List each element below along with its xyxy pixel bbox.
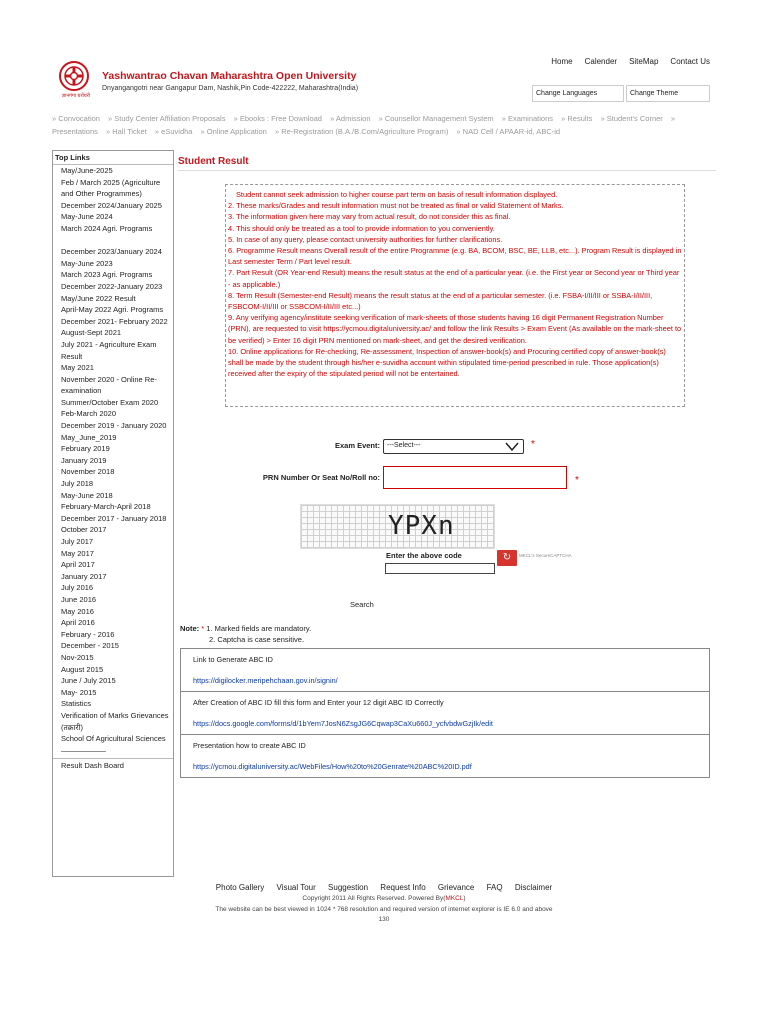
- sidebar-item[interactable]: Feb / March 2025 (Agriculture and Other Programmes): [61, 177, 161, 199]
- nav-admission[interactable]: » Admission: [330, 114, 371, 123]
- sidebar-item[interactable]: October 2017: [61, 525, 107, 535]
- sidebar-item[interactable]: June 2016: [61, 594, 97, 604]
- nav-presentations[interactable]: » Presentations: [52, 114, 676, 136]
- university-address: Dnyangangotri near Gangapur Dam, Nashik,Pin Code-422222, Maharashtra(India): [102, 85, 359, 92]
- copyright: [0, 895, 768, 902]
- nav-re-registration[interactable]: » Re-Registration (B.A./B.Com/Agriculture Program): [274, 126, 449, 136]
- footer-suggestion[interactable]: Suggestion: [328, 883, 369, 892]
- required-marker: *: [531, 439, 535, 450]
- sidebar-item[interactable]: November 2018: [61, 467, 115, 477]
- captcha-input[interactable]: [385, 563, 495, 574]
- sidebar-item[interactable]: March 2024 Agri. Programs: [61, 223, 153, 233]
- footer-photo-gallery[interactable]: Photo Gallery: [215, 883, 265, 892]
- change-languages-select[interactable]: Change Languages: [532, 85, 624, 102]
- nav-nad-cell[interactable]: » NAD Cell / APAAR-id, ABC-id: [456, 126, 561, 136]
- sidebar-item[interactable]: May/June-2025: [61, 166, 113, 175]
- mkcl-captcha-note: MKCL's SecureCAPTCHA: [519, 553, 572, 558]
- nav-ebooks[interactable]: » Ebooks : Free Download: [233, 114, 322, 123]
- sidebar-item[interactable]: August-Sept 2021: [61, 328, 122, 338]
- abc-link[interactable]: https://digilocker.meripehchaan.gov.in/signin/: [193, 676, 338, 685]
- page-title: Student Result: [178, 156, 249, 167]
- university-logo-icon[interactable]: [58, 60, 90, 92]
- note-line-1: 1. Marked fields are mandatory.: [206, 624, 312, 633]
- abc-link[interactable]: https://ycmou.digitaluniversity.ac/WebFiles/How%20to%20Genrate%20ABC%20ID.pdf: [193, 762, 472, 771]
- required-marker: *: [575, 475, 579, 486]
- abc-row: [181, 649, 709, 691]
- nav-study-center[interactable]: » Study Center Affiliation Proposals: [108, 114, 226, 123]
- top-links: [551, 57, 710, 66]
- exam-event-label: Exam Event:: [334, 441, 380, 450]
- sidebar-item[interactable]: February - 2016: [61, 629, 115, 639]
- sidebar-item[interactable]: January 2019: [61, 455, 107, 465]
- sitemap-link[interactable]: SiteMap: [629, 57, 659, 66]
- sidebar-item[interactable]: April-May 2022 Agri. Programs: [61, 305, 164, 315]
- captcha-label: Enter the above code: [386, 551, 462, 560]
- note-star: *: [201, 624, 205, 633]
- sidebar-item[interactable]: April 2016: [61, 618, 95, 628]
- sidebar-item[interactable]: July 2017: [61, 537, 94, 546]
- nav-counsellor[interactable]: » Counsellor Management System: [378, 114, 494, 123]
- footer-faq[interactable]: FAQ: [486, 883, 503, 892]
- sidebar-item[interactable]: December 2021- February 2022: [61, 316, 168, 326]
- footer-request-info[interactable]: Request Info: [380, 883, 426, 892]
- sidebar-spacer: [53, 235, 173, 247]
- footer-disclaimer[interactable]: Disclaimer: [514, 883, 553, 892]
- sidebar-item[interactable]: Nov-2015: [61, 652, 94, 662]
- contact-us-link[interactable]: Contact Us: [670, 57, 710, 66]
- sidebar-item[interactable]: Summer/October Exam 2020: [61, 397, 159, 407]
- sidebar-item[interactable]: May-June 2018: [61, 490, 113, 500]
- abc-row: [181, 734, 709, 777]
- notice-item: Student cannot seek admission to higher course part term on basis of result information displayed.: [236, 190, 558, 199]
- abc-id-table: [180, 648, 710, 778]
- header-selectors: [532, 85, 710, 102]
- sidebar-item[interactable]: December 2019 - January 2020: [61, 421, 167, 431]
- notice-item: 6. Programme Result means Overall result of the entire Programme (e.g. BA, BCOM, BSC, BE, LLB, etc...). Program Result is displayed in Last semester Term / Part level result.: [228, 246, 682, 267]
- note-label: Note:: [180, 624, 200, 633]
- home-link[interactable]: Home: [551, 57, 573, 66]
- exam-event-select[interactable]: [383, 439, 524, 454]
- notice-item: 8. Term Result (Semester-end Result) means the result status at the end of a particular semester. (i.e. FSBA-I/II/III or SSBA-I/II/III, FSBCOM-I/II/III or SSBCOM-I/II/III etc...): [228, 290, 653, 312]
- sidebar-item[interactable]: May 2021: [61, 363, 94, 373]
- sidebar-item[interactable]: December 2022-January 2023: [61, 281, 163, 291]
- search-button[interactable]: Search: [350, 600, 374, 609]
- copyright-suffix: ): [463, 895, 466, 902]
- sidebar-item[interactable]: May/June 2022 Result: [61, 293, 136, 303]
- result-disclaimer-box: [225, 184, 685, 407]
- sidebar-item-result-dash-board[interactable]: Result Dash Board: [53, 758, 173, 772]
- sidebar-item[interactable]: December 2023/January 2024: [61, 247, 162, 257]
- sidebar-item[interactable]: July 2016: [61, 583, 94, 593]
- copyright-prefix: Copyright 2011 All Rights Reserved. Powered By(: [302, 895, 446, 902]
- nav-results[interactable]: » Results: [561, 114, 593, 123]
- mkcl-link[interactable]: MKCL: [445, 895, 464, 902]
- abc-caption: Link to Generate ABC ID: [193, 655, 273, 664]
- sidebar-item[interactable]: December - 2015: [61, 641, 119, 651]
- logo-tagline: ज्ञानगंगा घरोघरी: [61, 93, 91, 99]
- abc-caption: Presentation how to create ABC ID: [193, 741, 306, 750]
- title-divider: [178, 170, 716, 171]
- nav-convocation[interactable]: » Convocation: [52, 114, 100, 123]
- sidebar-item[interactable]: April 2017: [61, 560, 95, 570]
- notice-item: 7. Part Result (OR Year-end Result) means the result status at the end of a particular year. (i.e. the First year or Second year or Third year - as applicable.): [228, 268, 680, 289]
- browser-note: The website can be best viewed in 1024 * 768 resolution and required version of internet explorer is IE 6.0 and above: [215, 906, 553, 913]
- sidebar-item[interactable]: March 2023 Agri. Programs: [61, 270, 153, 280]
- main-nav: [52, 113, 716, 138]
- sidebar-item[interactable]: May-June 2023: [61, 258, 113, 268]
- exam-event-value: ---Select---: [387, 442, 421, 449]
- sidebar-item[interactable]: May- 2015: [61, 687, 97, 697]
- notice-item: 9. Any verifying agency/institute seeking verification of mark-sheets of those students having 16 digit Permanent Registration Number (PRN), are requested to visit https://ycmou.digitaluniversity.ac/ and follow the link Results > Exam Event (As available on the mark-sheet to be verified) > Enter 16 digit PRN mentioned on mark-sheet, and get the desired verification.: [228, 313, 682, 345]
- sidebar-item[interactable]: February 2019: [61, 444, 110, 454]
- calender-link[interactable]: Calender: [584, 57, 618, 66]
- sidebar-item[interactable]: School Of Agricultural Sciences: [61, 734, 166, 744]
- sidebar-item[interactable]: July 2021 - Agriculture Exam Result: [61, 339, 157, 361]
- captcha-text: YPXn: [388, 511, 455, 541]
- footer-visual-tour[interactable]: Visual Tour: [276, 883, 316, 892]
- sidebar-item[interactable]: February-March-April 2018: [61, 502, 151, 512]
- nav-online-application[interactable]: » Online Application: [200, 126, 267, 136]
- sidebar-heading: Top Links: [53, 151, 173, 165]
- captcha-image: [300, 504, 495, 549]
- sidebar-item[interactable]: May 2017: [61, 548, 94, 558]
- note-line-2: 2. Captcha is case sensitive.: [209, 635, 305, 644]
- chevron-down-icon: [505, 441, 519, 452]
- change-theme-select[interactable]: Change Theme: [626, 85, 710, 102]
- sidebar-item[interactable]: January 2017: [61, 571, 107, 581]
- nav-students-corner[interactable]: » Student's Corner: [600, 114, 663, 123]
- sidebar: [52, 150, 174, 877]
- nav-hall-ticket[interactable]: » Hall Ticket: [105, 126, 147, 136]
- nav-esuvidha[interactable]: » eSuvidha: [154, 126, 193, 136]
- sidebar-item[interactable]: December 2024/January 2025: [61, 200, 162, 210]
- sidebar-item[interactable]: August 2015: [61, 664, 104, 674]
- sidebar-item[interactable]: December 2017 - January 2018: [61, 513, 167, 523]
- abc-caption: After Creation of ABC ID fill this form and Enter your 12 digit ABC ID Correctly: [193, 698, 444, 707]
- sidebar-item[interactable]: May 2016: [61, 606, 94, 616]
- footer-grievance[interactable]: Grievance: [437, 883, 475, 892]
- sidebar-item[interactable]: Statistics: [61, 699, 92, 709]
- sidebar-item[interactable]: July 2018: [61, 479, 94, 489]
- sidebar-item[interactable]: May_June_2019: [61, 432, 117, 442]
- notice-item: 4. This should only be treated as a tool to provide information to you conveniently.: [228, 223, 495, 233]
- notice-item: 3. The information given here may vary from actual result, do not consider this as final.: [228, 212, 511, 222]
- university-name[interactable]: Yashwantrao Chavan Maharashtra Open University: [102, 70, 357, 82]
- visitor-counter: 130: [378, 916, 390, 923]
- sidebar-item[interactable]: June / July 2015: [61, 676, 116, 686]
- prn-label: PRN Number Or Seat No/Roll no:: [262, 473, 380, 482]
- footer-links: [0, 883, 768, 892]
- sidebar-separator: ——————: [61, 745, 106, 755]
- abc-link[interactable]: https://docs.google.com/forms/d/1bYem7JosN6ZsgJG6Cqwap3CaXu660J_ycfvbdwGzjIk/edit: [193, 719, 493, 728]
- notice-item: 5. In case of any query, please contact university authorities for further clarifications.: [228, 234, 503, 244]
- nav-examinations[interactable]: » Examinations: [501, 114, 554, 123]
- sidebar-item[interactable]: November 2020 - Online Re-examination: [61, 374, 157, 396]
- form-note: [180, 623, 311, 645]
- notice-item: 10. Online applications for Re-checking, Re-assessment, Inspection of answer-book(s) and Procuring certified copy of answer-book(s) shall be made by the student through his/her e-suvidha account within stipulated time-period prescribed in rule. Those application(s) received after the expiry of the stipulated period will not be entertained.: [228, 346, 666, 379]
- prn-input[interactable]: [383, 466, 567, 489]
- sidebar-item[interactable]: Verification of Marks Grievances (तक्रारी): [61, 710, 169, 732]
- captcha-refresh-button[interactable]: [497, 550, 517, 566]
- abc-row: [181, 691, 709, 734]
- sidebar-item[interactable]: Feb-March 2020: [61, 409, 117, 419]
- sidebar-list: [53, 165, 173, 756]
- refresh-icon: ↻: [502, 552, 512, 563]
- notice-item: 2. These marks/Grades and result information must not be treated as final or valid Statement of Marks.: [228, 201, 564, 211]
- sidebar-item[interactable]: May-June 2024: [61, 212, 113, 222]
